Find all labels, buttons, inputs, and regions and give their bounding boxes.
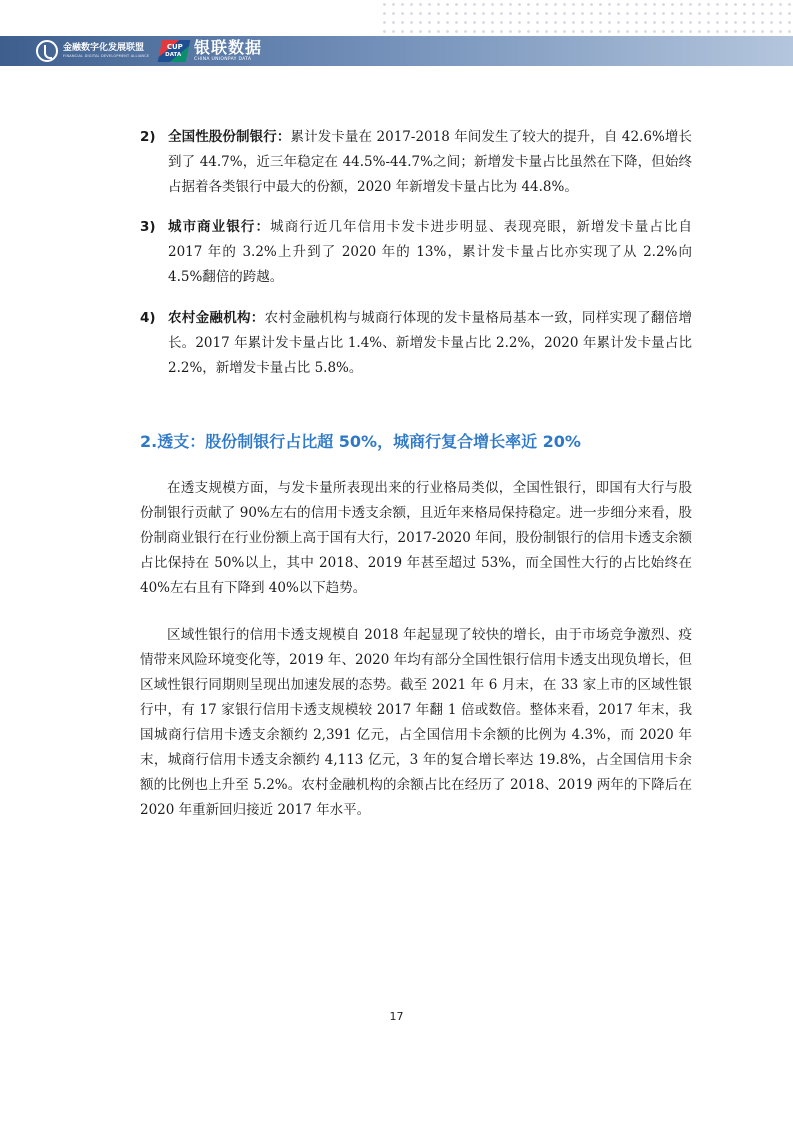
alliance-logo xyxy=(36,38,149,64)
list-item xyxy=(140,125,692,200)
alliance-logo-text: 金融数字化发展联盟 xyxy=(63,43,145,53)
cup-mark-top: CUP xyxy=(166,43,183,51)
list-item-label: 城市商业银行： xyxy=(168,219,271,235)
list-item-label: 全国性股份制银行： xyxy=(168,129,291,145)
header-dot-pattern xyxy=(380,0,793,36)
list-item xyxy=(140,306,692,381)
list-item xyxy=(140,215,692,290)
page-number: 17 xyxy=(389,1010,404,1023)
unionpay-data-logo xyxy=(160,36,262,66)
list-item-text: 城商行近几年信用卡发卡进步明显、表现亮眼，新增发卡量占比自 2017 年的 3.2%上升到了 2020 年的 13%，累计发卡量占比亦实现了从 2.2%向 4.5%翻倍的跨越。 xyxy=(168,219,693,285)
list-item-text: 累计发卡量在 2017-2018 年间发生了较大的提升，自 42.6%增长到了 44.7%，近三年稳定在 44.5%-44.7%之间；新增发卡量占比虽然在下降，但始终占据着各类银行中最大的份额，2020 年新增发卡量占比为 44.8%。 xyxy=(168,129,693,195)
page-header xyxy=(0,0,793,80)
body-paragraph: 在透支规模方面，与发卡量所表现出来的行业格局类似，全国性银行，即国有大行与股份制银行贡献了 90%左右的信用卡透支余额，且近年来格局保持稳定。进一步细分来看，股份制商业银行在行业份额上高于国有大行，2017-2020 年间，股份制银行的信用卡透支余额占比保持在 50%以上，其中 2018、2019 年甚至超过 53%，而全国性大行的占比始终在 40%左右且有下降到 40%以下趋势。 xyxy=(140,480,692,596)
alliance-logo-icon xyxy=(36,40,58,62)
unionpay-logo-text: 银联数据 xyxy=(194,38,263,57)
list-item-text: 农村金融机构与城商行体现的发卡量格局基本一致，同样实现了翻倍增长。2017 年累计发卡量占比 1.4%、新增发卡量占比 2.2%，2020 年累计发卡量占比 2.2%，新增发卡量占比 5.8%。 xyxy=(168,310,693,376)
body-paragraph: 区域性银行的信用卡透支规模自 2018 年起显现了较快的增长，由于市场竞争激烈、疫情带来风险环境变化等，2019 年、2020 年均有部分全国性银行信用卡透支出现负增长，但区域性银行同期则呈现出加速发展的态势。截至 2021 年 6 月末，在 33 家上市的区域性银行中，有 17 家银行信用卡透支规模较 2017 年翻 1 倍或数倍。整体来看，2017 年末，我国城商行信用卡透支余额约 2,391 亿元，占全国信用卡余额的比例为 4.3%，而 2020 年末，城商行信用卡透支余额约 4,113 亿元，3 年的复合增长率达 19.8%，占全国信用卡余额的比例也上升至 5.2%。农村金融机构的余额占比在经历了 2018、2019 两年的下降后在 2020 年重新回归接近 2017 年水平。 xyxy=(140,627,692,818)
cup-mark-bottom: DATA xyxy=(165,52,182,58)
list-item-label: 农村金融机构： xyxy=(168,310,265,326)
unionpay-logo-en: CHINA UNIONPAY DATA xyxy=(194,57,252,62)
section-heading: 2.透支：股份制银行占比超 50%，城商行复合增长率近 20% xyxy=(140,432,581,451)
list-item-number: 2) xyxy=(140,129,156,145)
alliance-logo-en: FINANCIAL DIGITAL DEVELOPMENT ALLIANCE xyxy=(63,54,150,58)
cup-data-logo-icon xyxy=(158,40,191,62)
list-item-number: 4) xyxy=(140,310,156,326)
list-item-number: 3) xyxy=(140,219,156,235)
